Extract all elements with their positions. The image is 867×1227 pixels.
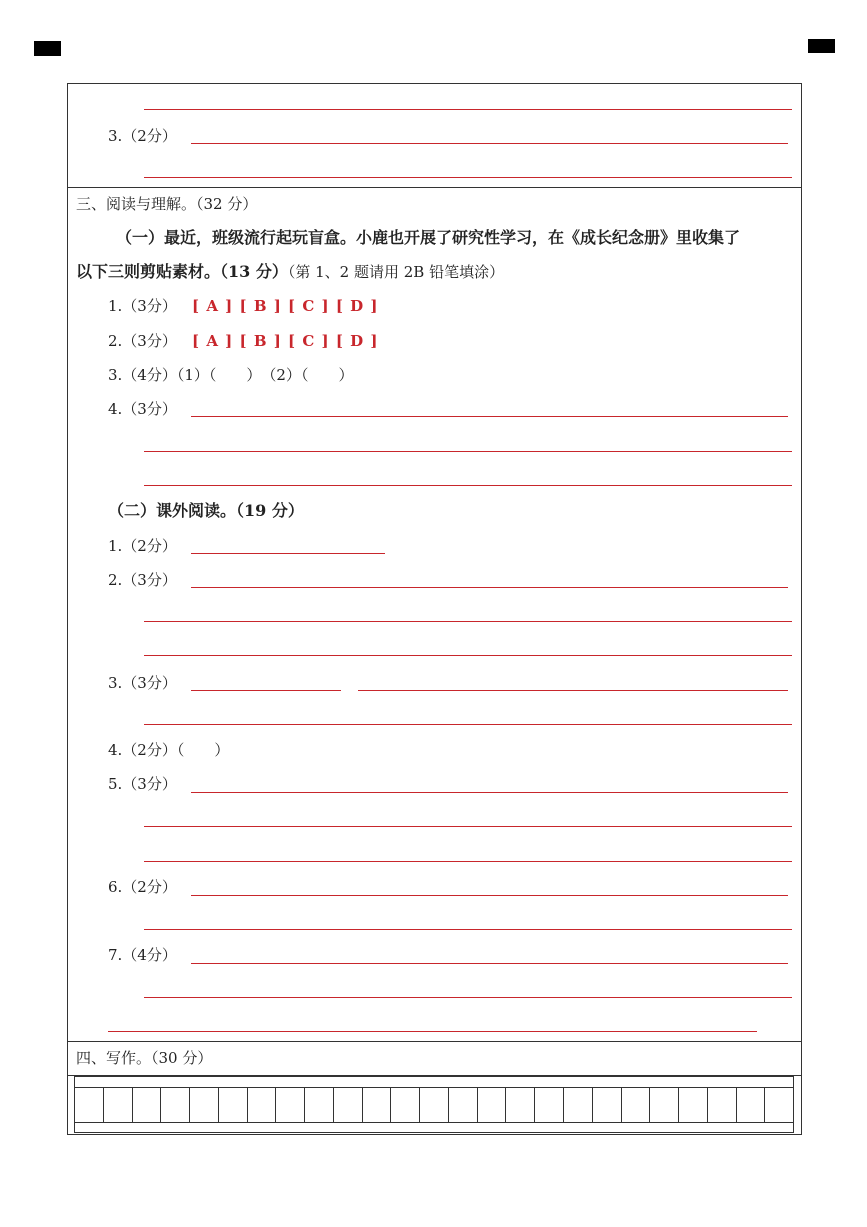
answer-line[interactable] (191, 963, 788, 964)
answer-line[interactable] (191, 895, 788, 896)
writing-grid-cell[interactable] (593, 1088, 622, 1123)
question-label: 7.（4分） (108, 946, 177, 964)
passage-title-cont: 以下三则剪贴素材。（13 分） (76, 262, 288, 281)
writing-grid-cell[interactable] (535, 1088, 564, 1123)
choice-options[interactable]: [ A ] [ B ] [ C ] [ D ] (192, 297, 379, 315)
section-divider (68, 187, 801, 188)
answer-line[interactable] (144, 655, 792, 656)
section-divider (68, 1041, 801, 1042)
writing-grid-cell[interactable] (622, 1088, 651, 1123)
question-label: 3.（3分） (108, 674, 177, 692)
section-heading: 三、阅读与理解。（32 分） (76, 195, 258, 213)
alignment-marker-right (808, 39, 835, 53)
writing-grid-cell[interactable] (650, 1088, 679, 1123)
section-heading: 四、写作。（30 分） (76, 1049, 213, 1067)
answer-line[interactable] (358, 690, 788, 691)
answer-line[interactable] (144, 451, 792, 452)
question-label: 1.（3分） (108, 297, 177, 315)
alignment-marker-left (34, 41, 61, 56)
choice-options[interactable]: [ A ] [ B ] [ C ] [ D ] (192, 332, 379, 350)
writing-grid-cell[interactable] (190, 1088, 219, 1123)
answer-line[interactable] (144, 861, 792, 862)
passage-note: （第 1、2 题请用 2B 铅笔填涂） (287, 263, 505, 281)
answer-line[interactable] (144, 177, 792, 178)
writing-grid-cell[interactable] (75, 1088, 104, 1123)
writing-grid-cell[interactable] (363, 1088, 392, 1123)
answer-line[interactable] (191, 553, 385, 554)
writing-grid-cell[interactable] (334, 1088, 363, 1123)
question-label: 2.（3分） (108, 332, 177, 350)
answer-line[interactable] (191, 416, 788, 417)
writing-grid-cell[interactable] (564, 1088, 593, 1123)
question-label: 2.（3分） (108, 571, 177, 589)
question-label: 3.（2分） (108, 127, 177, 145)
writing-grid-cell[interactable] (248, 1088, 277, 1123)
answer-line[interactable] (191, 690, 341, 691)
answer-line[interactable] (191, 587, 788, 588)
answer-line[interactable] (108, 1031, 757, 1032)
writing-grid-cell[interactable] (161, 1088, 190, 1123)
question-label: 3.（4分）（1）（ ） （2）（ ） (108, 366, 354, 384)
writing-grid-cell[interactable] (765, 1088, 794, 1123)
writing-grid-cell[interactable] (737, 1088, 766, 1123)
writing-grid-cell[interactable] (276, 1088, 305, 1123)
writing-grid-row[interactable] (74, 1088, 794, 1123)
writing-grid-cell[interactable] (104, 1088, 133, 1123)
answer-line[interactable] (144, 621, 792, 622)
answer-line[interactable] (144, 826, 792, 827)
answer-line[interactable] (144, 724, 792, 725)
writing-grid-cell[interactable] (478, 1088, 507, 1123)
writing-grid-cell[interactable] (679, 1088, 708, 1123)
question-label: 1.（2分） (108, 537, 177, 555)
grid-spacer-bottom (74, 1123, 794, 1133)
passage-title: （二）课外阅读。（19 分） (108, 501, 304, 520)
grid-spacer-top (74, 1076, 794, 1088)
passage-title-line2 (76, 262, 504, 282)
writing-grid-cell[interactable] (506, 1088, 535, 1123)
writing-grid-cell[interactable] (708, 1088, 737, 1123)
question-label: 4.（2分）（ ） (108, 741, 230, 759)
answer-line[interactable] (191, 143, 788, 144)
writing-grid-cell[interactable] (133, 1088, 162, 1123)
question-label: 5.（3分） (108, 775, 177, 793)
answer-line[interactable] (144, 485, 792, 486)
question-label: 6.（2分） (108, 878, 177, 896)
writing-grid-cell[interactable] (449, 1088, 478, 1123)
writing-grid-cell[interactable] (219, 1088, 248, 1123)
answer-line[interactable] (144, 109, 792, 110)
passage-title: （一）最近，班级流行起玩盲盒。小鹿也开展了研究性学习，在《成长纪念册》里收集了 (116, 228, 741, 247)
answer-line[interactable] (144, 929, 792, 930)
answer-line[interactable] (144, 997, 792, 998)
question-label: 4.（3分） (108, 400, 177, 418)
writing-grid[interactable] (74, 1076, 794, 1134)
writing-grid-cell[interactable] (391, 1088, 420, 1123)
answer-line[interactable] (191, 792, 788, 793)
writing-grid-cell[interactable] (305, 1088, 334, 1123)
writing-grid-cell[interactable] (420, 1088, 449, 1123)
